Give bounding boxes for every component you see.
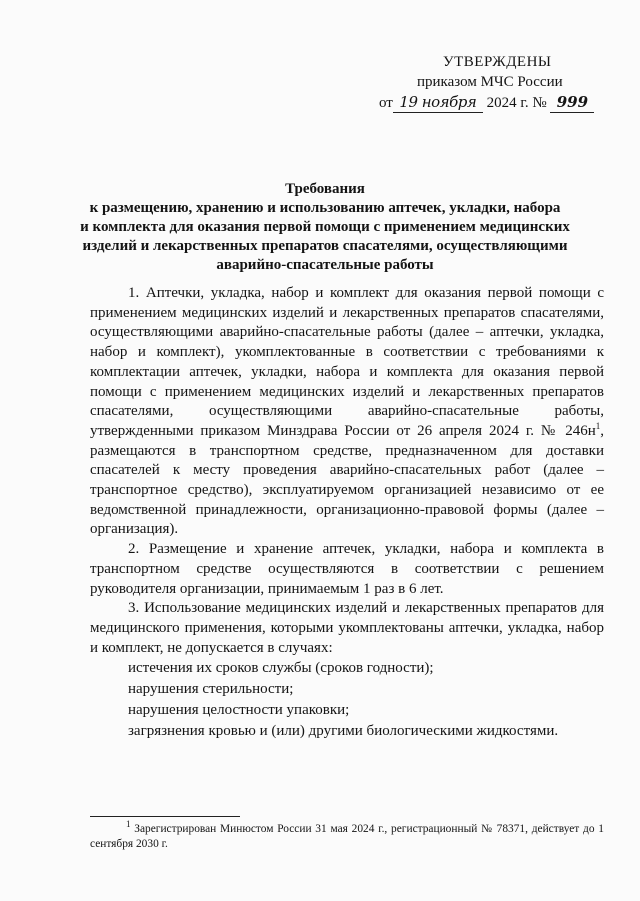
title-line-4: изделий и лекарственных препаратов спасателями, осуществляющими <box>82 238 568 254</box>
list-item: истечения их сроков службы (сроков годности); <box>128 660 434 677</box>
paragraph-2: 2. Размещение и хранение аптечек, укладки, набора и комплекта в транспортном средстве осуществляются в соответствии с решением руководителя организации, принимаемым 1 раз в 6 лет. <box>90 541 604 597</box>
year-text: 2024 г. № <box>486 95 547 111</box>
title-line-1: Требования <box>285 181 365 197</box>
list-item: нарушения целостности упаковки; <box>128 702 350 719</box>
footnote-divider <box>90 816 240 817</box>
paragraph-1 <box>90 284 604 540</box>
title-line-2: к размещению, хранению и использованию аптечек, укладки, набора <box>89 200 561 216</box>
paragraph-3: 3. Использование медицинских изделий и лекарственных препаратов для медицинского применения, которыми укомплектованы аптечки, укладка, набор и комплект, не допускается в случаях: <box>90 600 604 656</box>
handwritten-number: 999 <box>550 92 594 113</box>
handwritten-date: 19 ноября <box>393 92 483 113</box>
list-item: нарушения стерильности; <box>128 681 294 698</box>
footnote-text: Зарегистрирован Минюстом России 31 мая 2024 г., регистрационный № 78371, действует до 1 сентября 2030 г. <box>90 823 604 850</box>
document-body <box>90 284 604 742</box>
footnote <box>90 819 604 852</box>
approval-heading: УТВЕРЖДЕНЫ <box>443 54 552 70</box>
footnote-mark: 1 <box>126 819 131 830</box>
title-line-5: аварийно-спасательные работы <box>216 257 434 273</box>
approval-order-line: приказом МЧС России <box>417 74 563 90</box>
date-prefix: от <box>379 95 393 111</box>
list-item: загрязнения кровью и (или) другими биологическими жидкостями. <box>128 723 559 740</box>
paragraph-1-text: 1. Аптечки, укладка, набор и комплект для оказания первой помощи с применением медицинских изделий и лекарственных препаратов спасателями, осуществляющими аварийно-спасательные работы (далее – аптечки, укладка, набор и комплект), укомплектованные в соответствии с требованиями к комплектации аптечек, укладки, набора и комплекта для оказания первой помощи с применением медицинских изделий и лекарственных препаратов спасателями, осуществляющими аварийно-спасательные работы, утвержденными приказом Минздрава России от 26 апреля 2024 г. № 246н <box>90 285 604 439</box>
document-title <box>80 180 570 275</box>
approval-date-line <box>379 92 594 113</box>
footnote-reference: 1 <box>595 420 601 431</box>
paragraph-1-text-cont: , размещаются в транспортном средстве, предназначенном для доставки спасателей к месту проведения аварийно-спасательных работ (далее – транспортное средство), эксплуатируемом организацией независимо от ее ведомственной принадлежности, организационно-правовой формы (далее – организация). <box>90 422 604 538</box>
title-line-3: и комплекта для оказания первой помощи с применением медицинских <box>80 219 570 235</box>
